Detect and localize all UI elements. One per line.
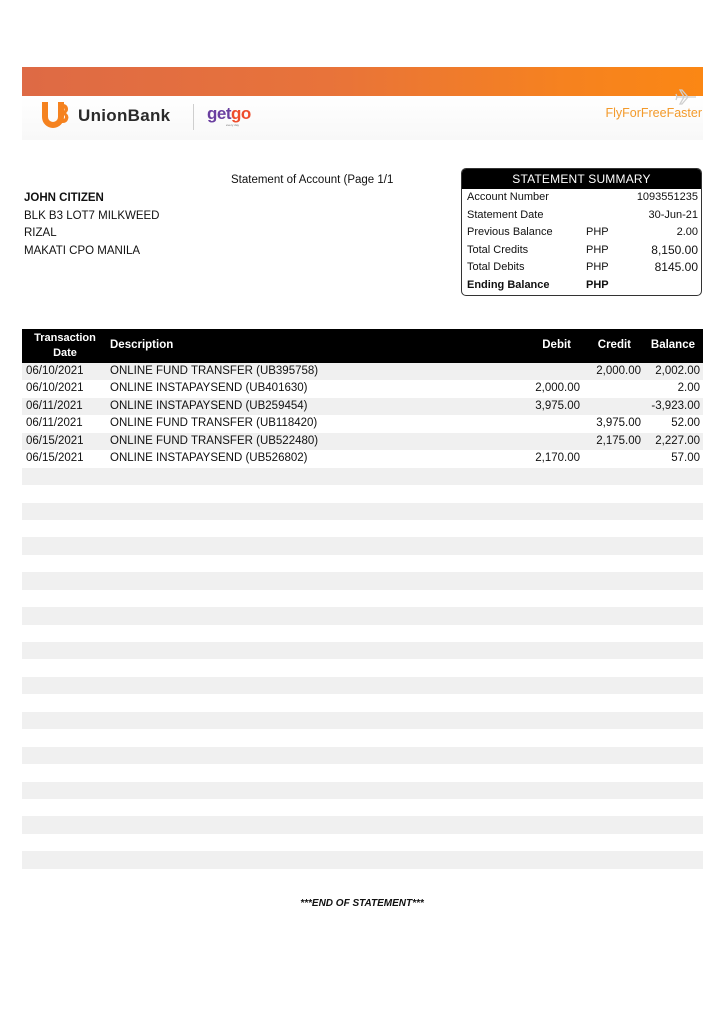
empty-row — [22, 485, 703, 502]
empty-row — [22, 659, 703, 676]
summary-currency: PHP — [586, 278, 609, 291]
empty-row — [22, 851, 703, 868]
cell-date: 06/11/2021 — [26, 417, 83, 430]
summary-label: Statement Date — [467, 208, 544, 221]
cell-balance: 2,227.00 — [655, 434, 700, 447]
getgo-logo — [207, 104, 251, 124]
summary-currency: PHP — [586, 261, 609, 274]
empty-row — [22, 503, 703, 520]
summary-label: Total Debits — [467, 261, 525, 274]
summary-title: STATEMENT SUMMARY — [462, 169, 701, 189]
table-row — [22, 380, 703, 397]
summary-row-statement-date — [462, 207, 701, 225]
empty-row — [22, 729, 703, 746]
cell-credit: 2,000.00 — [596, 365, 641, 377]
empty-row — [22, 782, 703, 799]
bank-name: UnionBank — [78, 106, 171, 125]
summary-row-ending-balance — [462, 277, 701, 295]
cell-date: 06/15/2021 — [26, 434, 84, 447]
summary-currency: PHP — [586, 226, 609, 239]
empty-row — [22, 642, 703, 659]
airplane-icon — [675, 89, 697, 105]
table-body — [22, 363, 703, 869]
summary-value: 8,150.00 — [651, 242, 698, 257]
cell-description: ONLINE FUND TRANSFER (UB395758) — [110, 365, 319, 377]
address-line-1: BLK B3 LOT7 MILKWEED — [24, 209, 160, 222]
empty-row — [22, 555, 703, 572]
unionbank-logo-icon — [40, 101, 72, 129]
cell-balance: 52.00 — [671, 417, 700, 430]
cell-description: ONLINE INSTAPAYSEND (UB259454) — [110, 399, 308, 412]
summary-label: Previous Balance — [467, 226, 553, 239]
cell-balance: 2,002.00 — [655, 365, 700, 377]
empty-row — [22, 607, 703, 624]
cell-description: ONLINE INSTAPAYSEND (UB526802) — [110, 452, 308, 465]
cell-balance: 2.00 — [677, 382, 700, 395]
empty-row — [22, 625, 703, 642]
cell-balance: -3,923.00 — [651, 399, 700, 412]
summary-label: Total Credits — [467, 243, 529, 256]
empty-row — [22, 537, 703, 554]
summary-value: 30-Jun-21 — [648, 208, 698, 221]
empty-row — [22, 468, 703, 485]
getgo-get: get — [207, 104, 231, 123]
cell-description: ONLINE FUND TRANSFER (UB522480) — [110, 434, 319, 447]
table-row — [22, 450, 703, 467]
empty-row — [22, 694, 703, 711]
summary-row-total-credits — [462, 242, 701, 260]
summary-currency: PHP — [586, 243, 609, 256]
empty-row — [22, 816, 703, 833]
cell-date: 06/10/2021 — [26, 365, 84, 377]
empty-row — [22, 520, 703, 537]
address-line-2: RIZAL — [24, 227, 57, 239]
customer-address-block — [24, 190, 160, 260]
table-row — [22, 415, 703, 432]
summary-label: Ending Balance — [467, 278, 550, 291]
tagline: FlyForFreeFaster — [605, 106, 702, 120]
table-row — [22, 363, 703, 380]
statement-summary-box — [461, 168, 702, 296]
cell-debit: 2,000.00 — [535, 382, 580, 395]
empty-row — [22, 799, 703, 816]
header-accent-bar — [22, 67, 703, 96]
empty-row — [22, 834, 703, 851]
cell-credit: 2,175.00 — [596, 434, 641, 447]
header-transaction-date — [22, 331, 108, 361]
empty-row — [22, 747, 703, 764]
header-date-line1: Transaction — [34, 332, 96, 344]
getgo-subtext: every day — [226, 123, 240, 127]
end-of-statement: ***END OF STATEMENT*** — [300, 898, 424, 909]
statement-title: Statement of Account (Page 1/1 — [231, 174, 394, 186]
transactions-table — [22, 329, 703, 869]
header-date-line2: Date — [53, 347, 77, 359]
address-line-3: MAKATI CPO MANILA — [24, 244, 141, 257]
table-row — [22, 398, 703, 415]
cell-date: 06/10/2021 — [26, 382, 84, 395]
cell-balance: 57.00 — [671, 452, 700, 465]
cell-date: 06/15/2021 — [26, 452, 84, 465]
header-balance: Balance — [650, 339, 695, 351]
cell-debit: 3,975.00 — [535, 399, 580, 412]
empty-row — [22, 677, 703, 694]
summary-value: 1093551235 — [636, 191, 698, 203]
header-debit: Debit — [542, 339, 571, 351]
summary-row-total-debits — [462, 259, 701, 277]
empty-row — [22, 572, 703, 589]
header-description: Description — [110, 339, 174, 351]
cell-credit: 3,975.00 — [596, 417, 641, 430]
table-row — [22, 433, 703, 450]
getgo-go: go — [231, 104, 251, 123]
customer-name: JOHN CITIZEN — [24, 192, 104, 204]
cell-date: 06/11/2021 — [26, 399, 83, 412]
empty-row — [22, 590, 703, 607]
summary-row-previous-balance — [462, 224, 701, 242]
empty-row — [22, 764, 703, 781]
summary-value: 8145.00 — [654, 260, 698, 275]
cell-description: ONLINE INSTAPAYSEND (UB401630) — [110, 382, 308, 395]
cell-debit: 2,170.00 — [535, 452, 580, 465]
empty-row — [22, 712, 703, 729]
summary-label: Account Number — [467, 191, 549, 203]
header-credit: Credit — [597, 339, 631, 351]
table-header — [22, 329, 703, 363]
brand-divider — [193, 104, 194, 130]
summary-value: 2.00 — [676, 226, 698, 239]
cell-description: ONLINE FUND TRANSFER (UB118420) — [110, 417, 318, 430]
summary-row-account-number — [462, 189, 701, 207]
